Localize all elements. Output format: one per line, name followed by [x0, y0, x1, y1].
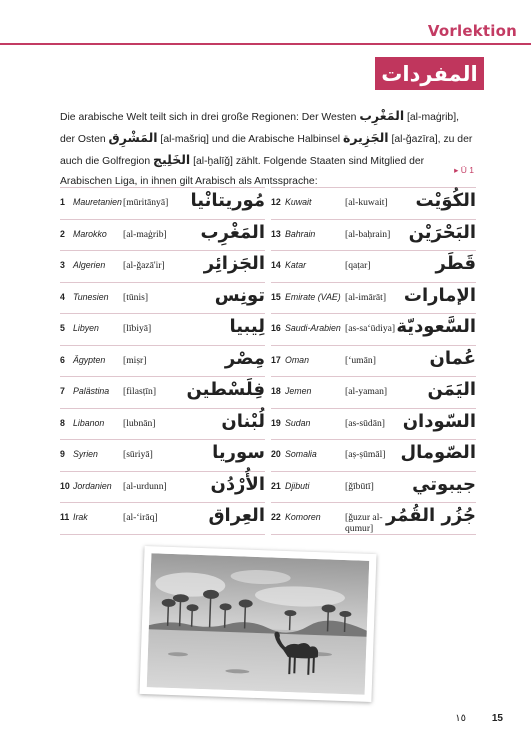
country-row — [60, 440, 265, 472]
desert-camel-photo — [139, 546, 376, 702]
country-name: Irak — [73, 512, 88, 522]
country-transliteration: [lubnān] — [123, 417, 156, 429]
country-transliteration: [sūriyā] — [123, 449, 153, 460]
country-number: 6 — [60, 354, 65, 365]
country-name: Libyen — [73, 323, 99, 333]
country-row — [60, 220, 265, 252]
country-number: 5 — [60, 323, 65, 333]
country-row — [60, 346, 265, 378]
intro-text-2: [al-maġrib], der Osten — [60, 112, 459, 145]
country-arabic: فِلَسْطين — [186, 379, 265, 400]
country-arabic: السّودان — [402, 410, 476, 432]
country-name: Katar — [285, 260, 307, 270]
country-transliteration: [al-urdunn] — [123, 480, 167, 492]
country-row — [271, 472, 476, 504]
intro-text-3: [al-mašriq] und die Arabische Halbinsel — [157, 134, 343, 145]
intro-arabic-3: الجَزِيرة — [342, 130, 389, 145]
country-transliteration: [ǧuzur al-qumur] — [345, 512, 383, 534]
country-number: 14 — [271, 260, 281, 270]
intro-text-5: [al-ḫalīǧ] zählt. Folgende Staaten sind Mitglied der Arabischen Liga, in ihnen gilt Arabisch als Amtssprache: — [60, 156, 425, 187]
country-transliteration: [al-yaman] — [345, 386, 388, 397]
country-row — [271, 188, 476, 220]
country-row — [271, 346, 476, 378]
page-title: المفردات — [375, 57, 484, 90]
intro-text-4: [al-ǧazīra], zu der auch die Golfregion — [60, 134, 473, 167]
country-arabic: تونِس — [214, 284, 265, 306]
country-transliteration: [as-saʻūdiya] — [345, 323, 396, 334]
country-number: 8 — [60, 417, 65, 428]
country-name: Ägypten — [73, 354, 106, 365]
country-row — [271, 409, 476, 441]
country-arabic: مِصْر — [224, 347, 265, 369]
country-arabic: جُزُر القُمُر — [386, 505, 476, 526]
country-number: 1 — [60, 197, 65, 207]
intro-text-1: Die arabische Welt teilt sich in drei große Regionen: Der Westen — [60, 112, 360, 123]
country-row — [60, 503, 265, 535]
country-transliteration: [al-ʻirāq] — [123, 512, 158, 523]
country-name: Sudan — [285, 417, 311, 428]
country-arabic: الإمارات — [403, 284, 476, 306]
country-row — [271, 251, 476, 283]
country-number: 2 — [60, 228, 65, 239]
country-row — [271, 314, 476, 346]
country-name: Djibuti — [285, 480, 310, 491]
country-transliteration: [al-baḥrain] — [345, 228, 391, 240]
country-transliteration: [al-kuwait] — [345, 197, 388, 208]
desert-camel-image — [147, 553, 370, 695]
country-name: Libanon — [73, 417, 105, 428]
country-arabic: مُوريتانْيا — [190, 190, 265, 211]
country-name: Syrien — [73, 449, 98, 459]
country-name: Jordanien — [73, 480, 112, 491]
country-list-right — [271, 188, 476, 535]
country-arabic: البَحْرَيْن — [408, 221, 476, 243]
country-name: Bahrain — [285, 228, 316, 239]
country-arabic: عُمان — [429, 347, 476, 369]
country-arabic: السَّعوديّة — [396, 316, 476, 337]
country-transliteration: [al-imārāt] — [345, 291, 387, 303]
country-number: 20 — [271, 449, 281, 459]
country-number: 10 — [60, 480, 70, 491]
country-number: 18 — [271, 386, 281, 396]
country-number: 19 — [271, 417, 281, 428]
country-number: 3 — [60, 260, 65, 270]
country-arabic: الأُرْدُن — [210, 473, 265, 495]
country-name: Algerien — [73, 260, 106, 270]
audio-track-label[interactable]: ▸ Ü 1 — [454, 165, 474, 175]
country-name: Oman — [285, 354, 309, 365]
country-arabic: سوريا — [212, 442, 265, 463]
country-number: 21 — [271, 480, 281, 491]
country-number: 15 — [271, 291, 281, 302]
country-row — [271, 377, 476, 409]
country-row — [60, 409, 265, 441]
country-transliteration: [ʻumān] — [345, 354, 376, 366]
country-number: 22 — [271, 512, 281, 522]
country-arabic: لُبْنان — [221, 410, 265, 432]
country-transliteration: [mūritānyā] — [123, 197, 169, 208]
country-name: Palästina — [73, 386, 110, 396]
country-list-left — [60, 188, 265, 535]
country-transliteration: [al-ǧazā'ir] — [123, 260, 165, 271]
country-arabic: الكُوَيْت — [415, 190, 476, 211]
country-name: Emirate (VAE) — [285, 291, 341, 302]
country-arabic: العِراق — [208, 505, 265, 526]
country-transliteration: [miṣr] — [123, 354, 147, 366]
country-number: 7 — [60, 386, 65, 396]
country-number: 13 — [271, 228, 281, 239]
country-row — [271, 283, 476, 315]
country-transliteration: [lībiyā] — [123, 323, 152, 334]
country-row — [60, 251, 265, 283]
country-arabic: الصّومال — [400, 442, 476, 463]
country-number: 12 — [271, 197, 281, 207]
country-name: Kuwait — [285, 197, 312, 207]
country-name: Jemen — [285, 386, 312, 396]
country-arabic: جيبوتي — [412, 473, 476, 495]
country-name: Somalia — [285, 449, 317, 459]
country-transliteration: [aṣ-ṣūmāl] — [345, 449, 386, 460]
country-row — [271, 503, 476, 535]
country-name: Marokko — [73, 228, 107, 239]
section-label: Vorlektion — [427, 22, 517, 40]
country-row — [60, 377, 265, 409]
country-name: Komoren — [285, 512, 321, 522]
country-arabic: المَغْرِب — [200, 221, 265, 243]
intro-paragraph — [60, 106, 475, 192]
country-row — [271, 440, 476, 472]
country-number: 16 — [271, 323, 281, 333]
country-row — [271, 220, 476, 252]
country-row — [60, 283, 265, 315]
country-transliteration: [ǧībūtī] — [345, 480, 374, 492]
intro-arabic-1: المَغْرِب — [359, 108, 405, 123]
country-transliteration: [filasṭīn] — [123, 386, 157, 397]
country-transliteration: [al-maġrib] — [123, 228, 167, 240]
country-transliteration: [tūnis] — [123, 291, 149, 303]
country-name: Tunesien — [73, 291, 109, 302]
country-name: Saudi-Arabien — [285, 323, 341, 333]
country-number: 17 — [271, 354, 281, 365]
country-row — [60, 188, 265, 220]
country-arabic: لِيبيا — [229, 316, 265, 337]
page-number: 15 — [491, 713, 503, 724]
country-number: 11 — [60, 512, 70, 522]
intro-arabic-4: الخَلِيج — [153, 152, 191, 167]
country-arabic: اليَمَن — [427, 379, 476, 400]
country-arabic: الجَزائِر — [203, 253, 265, 274]
country-transliteration: [qaṭar] — [345, 260, 371, 271]
country-number: 9 — [60, 449, 65, 459]
country-name: Mauretanien — [73, 197, 122, 207]
country-number: 4 — [60, 291, 65, 302]
country-row — [60, 472, 265, 504]
intro-arabic-2: المَشْرِق — [108, 130, 158, 145]
header-rule — [0, 43, 531, 45]
page-number-arabic: ١٥ — [455, 713, 466, 724]
country-arabic: قَطَر — [435, 253, 476, 274]
country-row — [60, 314, 265, 346]
country-transliteration: [as-sūdān] — [345, 417, 385, 429]
